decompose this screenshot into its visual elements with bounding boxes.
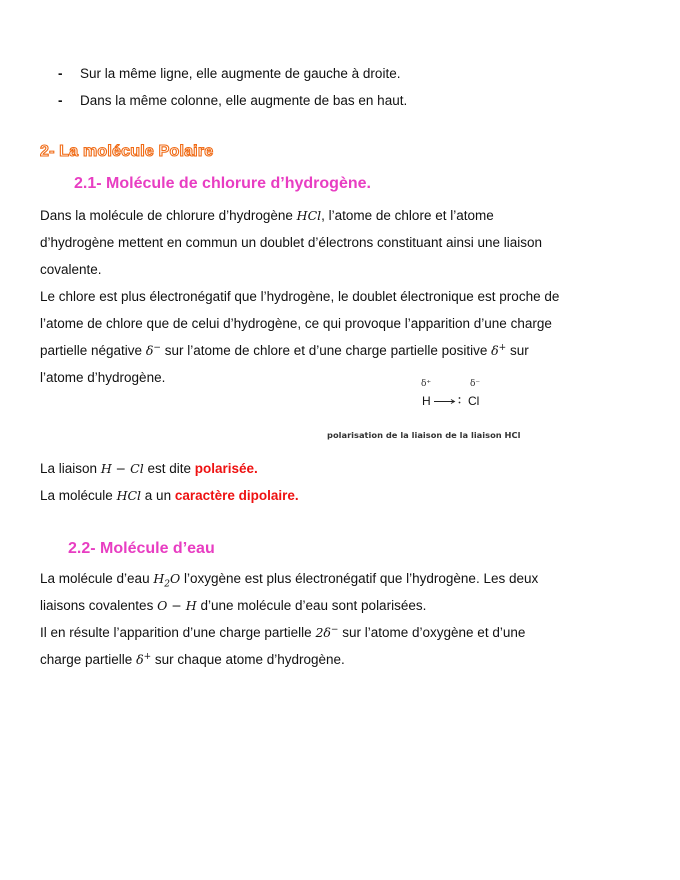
text-line: l’atome de chlore que de celui d’hydrogène, ce qui provoque l’apparition d’une charge bbox=[40, 316, 552, 331]
paragraph-hcl-intro bbox=[40, 202, 650, 283]
bullet-text: Dans la même colonne, elle augmente de bas en haut. bbox=[80, 93, 408, 108]
paragraph-water bbox=[40, 565, 650, 673]
formula-hcl: HCl bbox=[116, 488, 142, 503]
text: partielle négative bbox=[40, 343, 143, 358]
text-line: Le chlore est plus électronégatif que l’hydrogène, le doublet électronique est proche de bbox=[40, 289, 560, 304]
list-item bbox=[58, 87, 407, 114]
symbol: − bbox=[330, 624, 339, 635]
symbol: 2 bbox=[164, 579, 170, 590]
formula-hcl: HCl bbox=[296, 208, 322, 223]
symbol: δ bbox=[491, 343, 499, 358]
highlight-dipolaire: caractère dipolaire. bbox=[174, 488, 299, 503]
text: l’oxygène est plus électronégatif que l’hydrogène. Les deux bbox=[184, 571, 539, 586]
text-line bbox=[40, 646, 650, 673]
text: liaisons covalentes bbox=[40, 598, 154, 613]
bond-arrow-icon bbox=[410, 377, 510, 413]
partial-charge-h: δ⁺ bbox=[421, 379, 432, 389]
symbol: δ bbox=[145, 343, 154, 358]
text: charge partielle bbox=[40, 652, 133, 667]
bullet-marker: - bbox=[58, 66, 63, 81]
subsection-title-hcl: 2.1- Molécule de chlorure d’hydrogène. bbox=[74, 175, 371, 192]
formula-h-cl: H − Cl bbox=[100, 461, 144, 476]
diagram-caption: polarisation de la liaison de la liaison HCl bbox=[327, 430, 521, 440]
text-line bbox=[40, 202, 650, 229]
text-line bbox=[40, 619, 650, 646]
symbol: δ bbox=[136, 652, 144, 667]
symbol: + bbox=[143, 651, 152, 662]
text-line: d’hydrogène mettent en commun un doublet d’électrons constituant ainsi une liaison bbox=[40, 235, 543, 250]
text: sur l’atome de chlore et d’une charge partielle positive bbox=[164, 343, 488, 358]
text-line bbox=[40, 592, 650, 619]
text: Il en résulte l’apparition d’une charge partielle bbox=[40, 625, 312, 640]
text-line: l’atome d’hydrogène. bbox=[40, 370, 166, 385]
symbol: O bbox=[169, 571, 181, 586]
text: est dite bbox=[147, 461, 191, 476]
bullet-list bbox=[58, 60, 407, 114]
formula-h2o bbox=[153, 571, 181, 590]
text: La molécule bbox=[40, 488, 113, 503]
paragraph-electronegativity bbox=[40, 283, 650, 391]
text-line bbox=[40, 482, 650, 509]
two-delta-minus bbox=[315, 625, 338, 640]
text: , l’atome de chlore et l’atome bbox=[321, 208, 494, 223]
section-title: 2- La molécule Polaire bbox=[40, 143, 214, 160]
delta-plus bbox=[491, 343, 506, 358]
text: sur bbox=[509, 343, 529, 358]
text: sur l’atome d’oxygène et d’une bbox=[342, 625, 526, 640]
text: Dans la molécule de chlorure d’hydrogène bbox=[40, 208, 293, 223]
text: d’une molécule d’eau sont polarisées. bbox=[200, 598, 427, 613]
paragraph-polarized-bond bbox=[40, 455, 650, 509]
subsection-title-water: 2.2- Molécule d’eau bbox=[68, 540, 215, 557]
delta-minus bbox=[146, 343, 161, 358]
text: a un bbox=[144, 488, 172, 503]
text-line bbox=[40, 565, 650, 592]
symbol: H bbox=[153, 571, 165, 586]
bullet-marker: - bbox=[58, 93, 63, 108]
partial-charge-cl: δ⁻ bbox=[470, 379, 481, 389]
symbol: + bbox=[498, 342, 507, 353]
text: La molécule d’eau bbox=[40, 571, 150, 586]
delta-plus bbox=[136, 652, 151, 667]
symbol: − bbox=[153, 342, 161, 353]
formula-o-h: O − H bbox=[157, 598, 197, 613]
atom-cl: Cl bbox=[468, 394, 480, 408]
atom-h: H bbox=[422, 394, 431, 408]
text-line bbox=[40, 337, 650, 364]
list-item bbox=[58, 60, 407, 87]
hcl-polarization-diagram bbox=[410, 377, 510, 413]
text-line bbox=[40, 455, 650, 482]
text-line: covalente. bbox=[40, 262, 102, 277]
highlight-polarisee: polarisée. bbox=[194, 461, 258, 476]
text: La liaison bbox=[40, 461, 98, 476]
symbol: 2δ bbox=[315, 625, 331, 640]
bullet-text: Sur la même ligne, elle augmente de gauche à droite. bbox=[80, 66, 401, 81]
text: sur chaque atome d’hydrogène. bbox=[154, 652, 345, 667]
